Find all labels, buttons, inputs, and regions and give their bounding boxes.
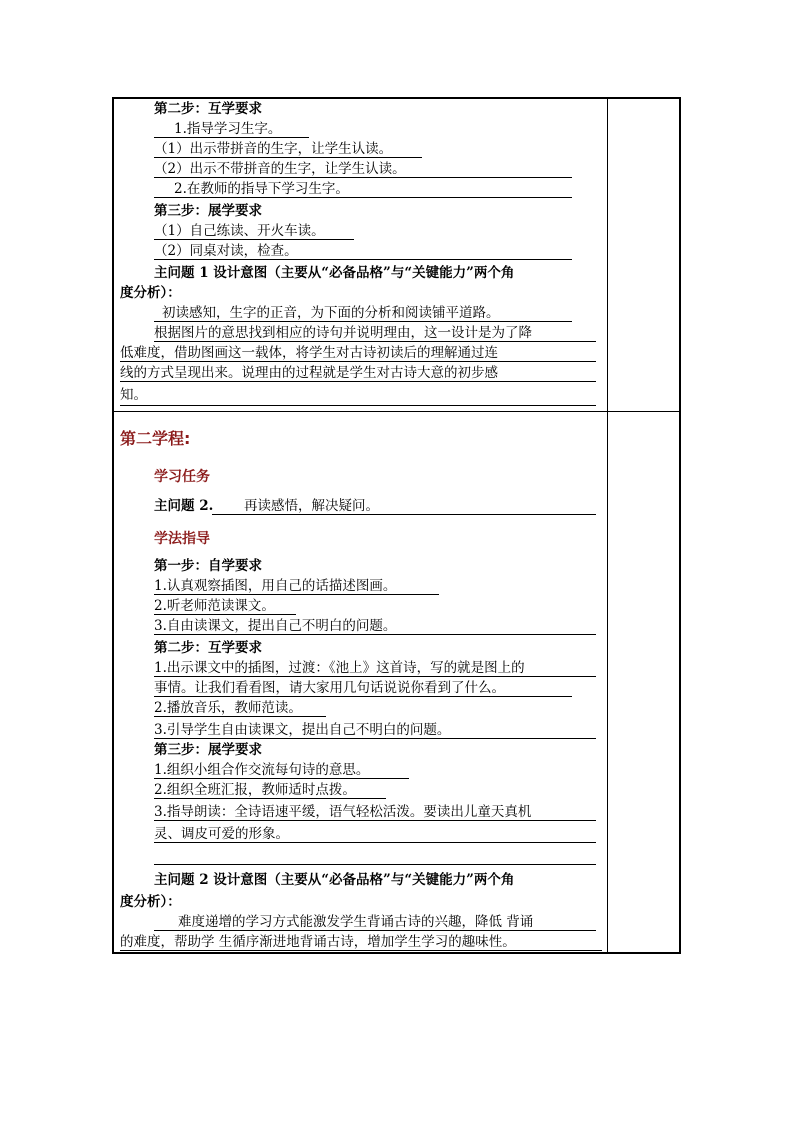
step3-title: 第三步：展学要求 [154, 203, 262, 219]
underline [154, 197, 572, 198]
step3-item: 灵、调皮可爱的形象。 [154, 826, 289, 842]
step3-title: 第三步：展学要求 [154, 742, 262, 758]
step1-title: 第一步：自学要求 [154, 558, 262, 574]
section2-cell [114, 412, 607, 954]
underline [154, 321, 572, 322]
underline [120, 381, 596, 382]
task-heading: 学习任务 [154, 469, 210, 485]
step3-item: （2）同桌对读，检查。 [154, 243, 298, 259]
step2-item: （2）出示不带拼音的生字，让学生认读。 [154, 161, 406, 177]
underline [154, 634, 596, 635]
intent-line: 根据图片的意思找到相应的诗句并说明理由，这一设计是为了降 [154, 325, 532, 341]
section1-cell [114, 99, 607, 411]
underline [154, 137, 309, 138]
intent-title: 主问题 2 设计意图（主要从“必备品格”与“关键能力”两个角 [154, 872, 515, 888]
step3-item: 1.组织小组合作交流每句诗的意思。 [154, 762, 370, 778]
step2-item: （1）出示带拼音的生字，让学生认读。 [154, 141, 393, 157]
intent-line: 低难度，借助图画这一载体，将学生对古诗初读后的理解通过连 [120, 345, 498, 361]
main-question-label: 主问题 2. [154, 498, 214, 514]
lesson-table [112, 97, 681, 954]
step2-item: 事情。让我们看看图，请大家用几句话说说你看到了什么。 [154, 680, 505, 696]
section-heading: 第二学程: [120, 429, 191, 448]
step1-item: 1.认真观察插图，用自己的话描述图画。 [154, 578, 397, 594]
underline [212, 514, 596, 515]
main-question-text: 再读感悟，解决疑问。 [244, 498, 379, 514]
step1-item: 2.听老师范读课文。 [154, 598, 275, 614]
step2-item: 1.指导学习生字。 [174, 121, 282, 137]
intent-line: 难度递增的学习方式能激发学生背诵古诗的兴趣，降低 背诵 [178, 914, 534, 930]
intent-title: 度分析）： [120, 285, 181, 301]
underline [154, 930, 596, 931]
intent-line: 知。 [120, 387, 147, 403]
underline [154, 798, 386, 799]
intent-line: 初读感知，生字的正音，为下面的分析和阅读铺平道路。 [162, 305, 500, 321]
step2-item: 2.播放音乐，教师范读。 [154, 700, 302, 716]
underline [154, 778, 409, 779]
intent-title: 主问题 1 设计意图（主要从“必备品格”与“关键能力”两个角 [154, 265, 515, 281]
underline [154, 842, 596, 843]
underline [154, 820, 596, 821]
step2-title: 第二步：互学要求 [154, 640, 262, 656]
underline [154, 696, 572, 697]
step1-item: 3.自由读课文，提出自己不明白的问题。 [154, 618, 397, 634]
underline [120, 405, 596, 406]
step2-title: 第二步：互学要求 [154, 101, 262, 117]
underline [154, 594, 439, 595]
underline [120, 361, 596, 362]
underline [154, 239, 354, 240]
intent-line: 的难度，帮助学 生循序渐进地背诵古诗，增加学生学习的趣味性。 [120, 934, 516, 950]
underline [154, 259, 572, 260]
step2-item: 3.引导学生自由读课文，提出自己不明白的问题。 [154, 722, 451, 738]
underline [154, 157, 422, 158]
step2-item: 1.出示课文中的插图，过渡：《池上》这首诗，写的就是图上的 [154, 660, 525, 676]
method-heading: 学法指导 [154, 531, 210, 547]
underline [154, 676, 596, 677]
underline [154, 341, 596, 342]
underline [154, 864, 596, 865]
intent-title: 度分析）： [120, 894, 181, 910]
step2-item: 2.在教师的指导下学习生字。 [174, 181, 349, 197]
underline [154, 716, 326, 717]
step3-item: 2.组织全班汇报，教师适时点拨。 [154, 782, 356, 798]
intent-line: 线的方式呈现出来。说理由的过程就是学生对古诗大意的初步感 [120, 365, 498, 381]
underline [154, 738, 596, 739]
underline [154, 614, 296, 615]
step3-item: 3.指导朗读：全诗语速平缓，语气轻松活泼。要读出儿童天真机 [154, 804, 532, 820]
column-divider [607, 99, 608, 952]
underline [120, 950, 602, 951]
underline [154, 177, 572, 178]
step3-item: （1）自己练读、开火车读。 [154, 223, 325, 239]
